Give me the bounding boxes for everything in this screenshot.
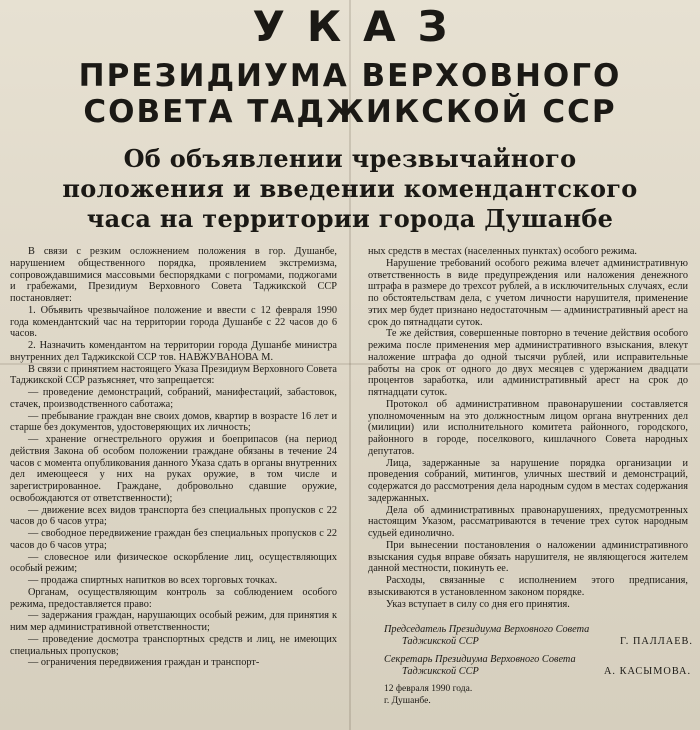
issuer-heading-line-1: ПРЕЗИДИУМА ВЕРХОВНОГО xyxy=(78,58,622,94)
issuer-heading-line-2: СОВЕТА ТАДЖИКСКОЙ ССР xyxy=(83,94,617,130)
decree-paragraph: Лица, задержанные за нарушение порядка организации и проведения собраний, митингов, уличных шествий и демонстраций, содержатся до рассмотрения дела народным судом в местах содержания задержанных. xyxy=(368,457,688,504)
decree-paragraph: При вынесении постановления о наложении административного взыскания судья вправе обязать нарушителя, не являющегося жителем данной местности, покинуть ее. xyxy=(368,539,688,575)
decree-paragraph: В связи с принятием настоящего Указа Президиум Верховного Совета Таджикской ССР разъясняет, что запрещается: xyxy=(10,363,337,387)
decree-paragraph: Дела об административных правонарушениях, предусмотренных настоящим Указом, рассматриваются в течение трех суток народным судьей единолично. xyxy=(368,504,688,539)
chair-name: Г. ПАЛЛАЕВ. xyxy=(620,636,693,647)
decree-paragraph: Расходы, связанные с исполнением этого предписания, взыскиваются в установленном законом порядке. xyxy=(368,575,688,598)
decree-paragraph: 1. Объявить чрезвычайное положение и ввести с 12 февраля 1990 года комендантский час на территории города Душанбе с 22 часов до 6 часов. xyxy=(10,304,337,340)
decree-paragraph: Органам, осуществляющим контроль за соблюдением особого режима, предоставляется право: xyxy=(10,586,337,610)
decree-title: УКАЗ xyxy=(252,2,470,51)
decree-paragraph: ных средств в местах (населенных пунктах) особого режима. xyxy=(368,246,637,257)
left-text-column xyxy=(10,246,337,669)
chair-signature xyxy=(384,624,693,652)
decree-paragraph: — проведение досмотра транспортных средств и лиц, не имеющих специальных пропусков; xyxy=(10,633,337,657)
secretary-title-line-2: Таджикской ССР xyxy=(402,666,479,677)
decree-city: г. Душанбе. xyxy=(384,696,431,706)
decree-paragraph: Те же действия, совершенные повторно в течение действия особого режима после применения мер административного взыскания, влекут наложение штрафа до одной тысячи рублей, или исправительные работы на срок от одного до двух месяцев с удержанием двадцати процентов заработка, или административный арест на срок до пятнадцати суток. xyxy=(368,328,688,398)
secretary-title-line-1: Секретарь Президиума Верховного Совета xyxy=(384,654,576,665)
decree-paragraph: В связи с резким осложнением положения в гор. Душанбе, нарушением общественного порядка, проявлением экстремизма, сопровождавшимися массовыми беспорядками с погромами, поджогами и грабежами, Президиум Верховного Совета Таджикской ССР постановляет: xyxy=(10,246,337,304)
decree-paragraph: — свободное передвижение граждан без специальных пропусков с 22 часов до 6 часов утра; xyxy=(10,528,337,551)
decree-subject-line-1: Об объявлении чрезвычайного xyxy=(123,144,577,173)
decree-paragraph: — словесное или физическое оскорбление лиц, осуществляющих особый режим; xyxy=(10,551,337,575)
decree-paragraph: Протокол об административном правонарушении составляется уполномоченным на это должностным лицом органа внутренних дел (милиции) или исполнительного комитета районного, городского, районного в городе, поселкового, кишлачного Совета народных депутатов. xyxy=(368,398,688,457)
decree-paragraph: — хранение огнестрельного оружия и боеприпасов (на период действия Закона об особом положении граждане обязаны в течение 24 часов с момента опубликования данного Указа сдать в органы внутренних дел имеющееся у них на руках оружие, в том числе и зарегистрированное. Граждане, добровольно сдавшие оружие, освобождаются от ответственности); xyxy=(10,434,337,504)
decree-paragraph: Указ вступает в силу со дня его принятия. xyxy=(386,598,570,610)
decree-paragraph: 2. Назначить комендантом на территории города Душанбе министра внутренних дел Таджикской ССР тов. НАВЖУВАНОВА М. xyxy=(10,340,337,363)
decree-date: 12 февраля 1990 года. xyxy=(384,684,473,694)
secretary-name: А. КАСЫМОВА. xyxy=(604,666,692,677)
decree-paragraph: — продажа спиртных напитков во всех торговых точках. xyxy=(28,575,278,586)
decree-subject xyxy=(0,144,700,234)
right-text-column xyxy=(368,246,688,610)
decree-paragraph: Нарушение требований особого режима влечет административную ответственность в виде предупреждения или наложения денежного штрафа в размере до трехсот рублей, а в исключительных случаях, если по обстоятельствам дела, с учетом личности нарушителя, применение этих мер будет признано недостаточным — административный арест на срок до пятнадцати суток. xyxy=(368,257,688,328)
decree-paragraph: — задержания граждан, нарушающих особый режим, для принятия к ним мер административной ответственности; xyxy=(10,610,337,633)
decree-paragraph: — движение всех видов транспорта без специальных пропусков с 22 часов до 6 часов утра; xyxy=(10,504,337,528)
decree-paragraph: — пребывание граждан вне своих домов, квартир в возрасте 16 лет и старше без документов, удостоверяющих их личность; xyxy=(10,410,337,434)
chair-title-line-2: Таджикской ССР xyxy=(402,636,479,647)
chair-title-line-1: Председатель Президиума Верховного Совета xyxy=(384,624,590,635)
decree-subject-line-3: часа на территории города Душанбе xyxy=(86,204,614,233)
decree-subject-line-2: положения и введении комендантского xyxy=(62,174,638,203)
issuer-heading xyxy=(0,58,700,130)
secretary-signature xyxy=(384,654,690,682)
decree-paragraph: — проведение демонстраций, собраний, манифестаций, забастовок, стачек, производственного саботажа; xyxy=(10,387,337,410)
decree-paragraph: — ограничения передвижения граждан и транспорт- xyxy=(28,657,260,669)
